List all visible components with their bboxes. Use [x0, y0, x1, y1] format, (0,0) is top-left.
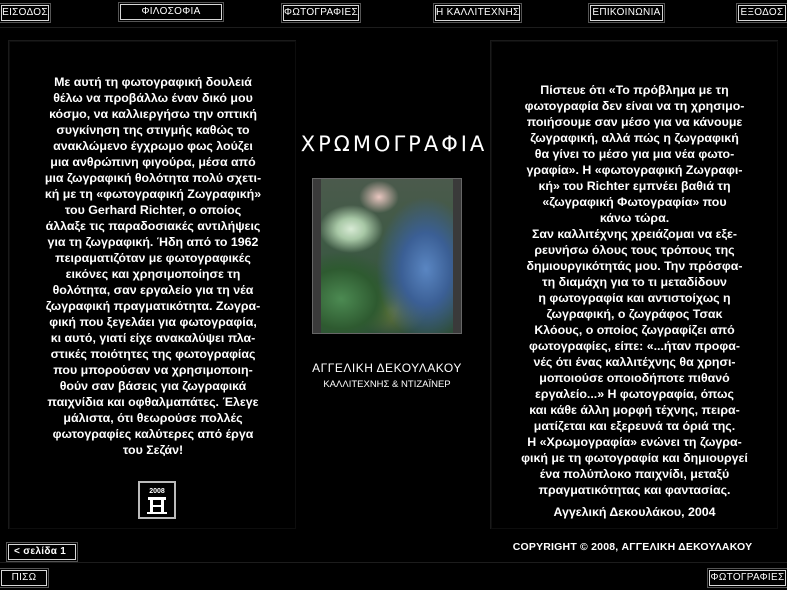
text-line: θα γίνει το μέσο για μια νέα φωτο-	[534, 147, 735, 161]
svg-text:2008: 2008	[149, 488, 165, 495]
copyright-text: COPYRIGHT © 2008, ΑΓΓΕΛΙΚΗ ΔΕΚΟΥΛΑΚΟΥ	[512, 541, 753, 553]
back-button[interactable]: ΠΙΣΩ	[1, 570, 47, 586]
text-line: Η «Χρωμογραφία» ενώνει τη ζωγρα-	[527, 435, 742, 449]
page-indicator-button[interactable]: < σελίδα 1	[8, 544, 76, 560]
text-line: μάλιστα, ότι θεωρούσε πολλές	[63, 411, 243, 425]
text-line: ζωγραφική, ο ζωγράφος Τσακ	[546, 307, 723, 321]
text-line: ανακλώμενο έγχρωμο φως λούζει	[53, 139, 253, 153]
text-line: που μπορούσαν να χρησιμοποιη-	[53, 363, 253, 377]
text-line: του Gerhard Richter, ο οποίος	[64, 203, 242, 217]
text-line: Σαν καλλιτέχνης χρειάζομαι να εξε-	[531, 227, 738, 241]
nav-contact-button[interactable]: ΕΠΙΚΟΙΝΩΝΙΑ	[590, 5, 663, 21]
text-line: πειραματιζόταν με φωτογραφικές	[55, 251, 251, 265]
text-line: κή με τη «φωτογραφική Ζωγραφική»	[44, 187, 262, 201]
text-line: κάνω τώρα.	[599, 211, 670, 225]
logo-icon	[138, 481, 176, 519]
artist-name: ΑΓΓΕΛΙΚΗ ΔΕΚΟΥΛΑΚΟΥ	[312, 361, 462, 375]
nav-exit-button[interactable]: ΕΞΟΔΟΣ	[738, 5, 786, 21]
text-line: του Σεζάν!	[122, 443, 184, 457]
footer-divider	[0, 562, 787, 563]
signature: Αγγελική Δεκουλάκου, 2004	[553, 505, 716, 519]
text-line: δημιουργικότητάς μου. Την πρόσφα-	[526, 259, 743, 273]
text-line: μια ανθρώπινη φιγούρα, μέσα από	[50, 155, 256, 169]
text-line: θούν σαν βάσεις για ζωγραφικά	[59, 379, 247, 393]
text-line: στικές ποιότητες της φωτογραφίας	[50, 347, 256, 361]
text-line: και κάθε άλλη μορφή τέχνης, πειρα-	[529, 403, 740, 417]
text-line: ζωγραφική πραγματικότητα. Ζωγρα-	[45, 299, 261, 313]
text-line: ζωγραφική, αλλά πώς η ζωγραφική	[530, 131, 739, 145]
text-line: θολότητα, σαν εργαλείο για τη νέα	[52, 283, 254, 297]
text-line: ποιήσουμε σαν μέσο για να κάνουμε	[526, 115, 743, 129]
text-line: μοποιούσε οποιοδήποτε πιθανό	[539, 371, 730, 385]
text-line: φική με τη φωτογραφία και δημιουργεί	[521, 451, 748, 465]
text-line: «ζωγραφική Φωτογραφία» που	[542, 195, 727, 209]
text-line: Κλόους, ο οποίος ζωγραφίζει από	[534, 323, 735, 337]
text-line: φωτογραφίες, είπε: «...ήταν προφα-	[529, 339, 740, 353]
photo-image	[321, 179, 453, 333]
text-line: παιχνίδια και οφθαλμαπάτες. Έλεγε	[47, 395, 259, 409]
nav-artist-button[interactable]: Η ΚΑΛΛΙΤΕΧΝΗΣ	[435, 5, 520, 21]
featured-photo[interactable]	[312, 178, 462, 334]
text-line: κι αυτό, γιατί είχε ανακαλύψει πλα-	[50, 331, 256, 345]
text-line: μια ζωγραφική θολότητα πολύ σχετι-	[44, 171, 262, 185]
right-text-block	[492, 82, 777, 498]
page-title: ΧΡΩΜΟΓΡΑΦΙΑ	[300, 132, 488, 156]
nav-photographs-button[interactable]: ΦΩΤΟΓΡΑΦΙΕΣ	[283, 5, 359, 21]
artist-role: ΚΑΛΛΙΤΕΧΝΗΣ & ΝΤΙΖΑΪΝΕΡ	[323, 379, 451, 390]
text-line: γραφία». Η «φωτογραφική Ζωγραφι-	[526, 163, 743, 177]
text-line: Πίστευε ότι «Το πρόβλημα με τη	[540, 83, 729, 97]
text-line: για τη ζωγραφική. Ήδη από το 1962	[47, 235, 259, 249]
text-line: εργαλείο...» Η φωτογραφία, όπως	[535, 387, 734, 401]
text-line: τη διαμάχη για το τι μεταδίδουν	[542, 275, 727, 289]
text-line: θέλω να προβάλλω έναν δικό μου	[53, 91, 253, 105]
text-line: ματίζεται και εξερευνά τα όριά της.	[533, 419, 736, 433]
text-line: κόσμο, να καλλιεργήσω την οπτική	[49, 107, 257, 121]
text-line: εικόνες και χρησιμοποίησε τη	[65, 267, 241, 281]
text-line: φική που ξεγελάει για φωτογραφία,	[49, 315, 257, 329]
logo-mark-icon	[140, 483, 174, 517]
text-line: Με αυτή τη φωτογραφική δουλειά	[54, 75, 252, 89]
header-divider	[0, 27, 787, 28]
text-line: ένα πολύπλοκο παιχνίδι, μεταξύ	[539, 467, 730, 481]
nav-entrance-button[interactable]: ΕΙΣΟΔΟΣ	[1, 5, 49, 21]
text-line: ρευνήσω όλους τους τρόπους της	[534, 243, 735, 257]
text-line: συγκίνηση της στιγμής καθώς το	[56, 123, 250, 137]
text-line: φωτογραφία δεν είναι να τη χρησιμο-	[524, 99, 745, 113]
left-text-block	[18, 74, 288, 458]
text-line: νές ότι ένας καλλιτέχνης θα χρησι-	[533, 355, 736, 369]
nav-philosophy-button[interactable]: ΦΙΛΟΣΟΦΙΑ	[120, 4, 222, 20]
text-line: η φωτογραφία και αντιστοίχως η	[538, 291, 731, 305]
text-line: κή» του Richter εμπνέει βαθιά τη	[538, 179, 731, 193]
text-line: πραγματικότητας και φαντασίας.	[538, 483, 731, 497]
text-line: φωτογραφίες καλύτερες από έργα	[52, 427, 254, 441]
next-photographs-button[interactable]: ΦΩΤΟΓΡΑΦΙΕΣ	[709, 570, 786, 586]
text-line: άλλαξε τις παραδοσιακές αντιλήψεις	[45, 219, 261, 233]
